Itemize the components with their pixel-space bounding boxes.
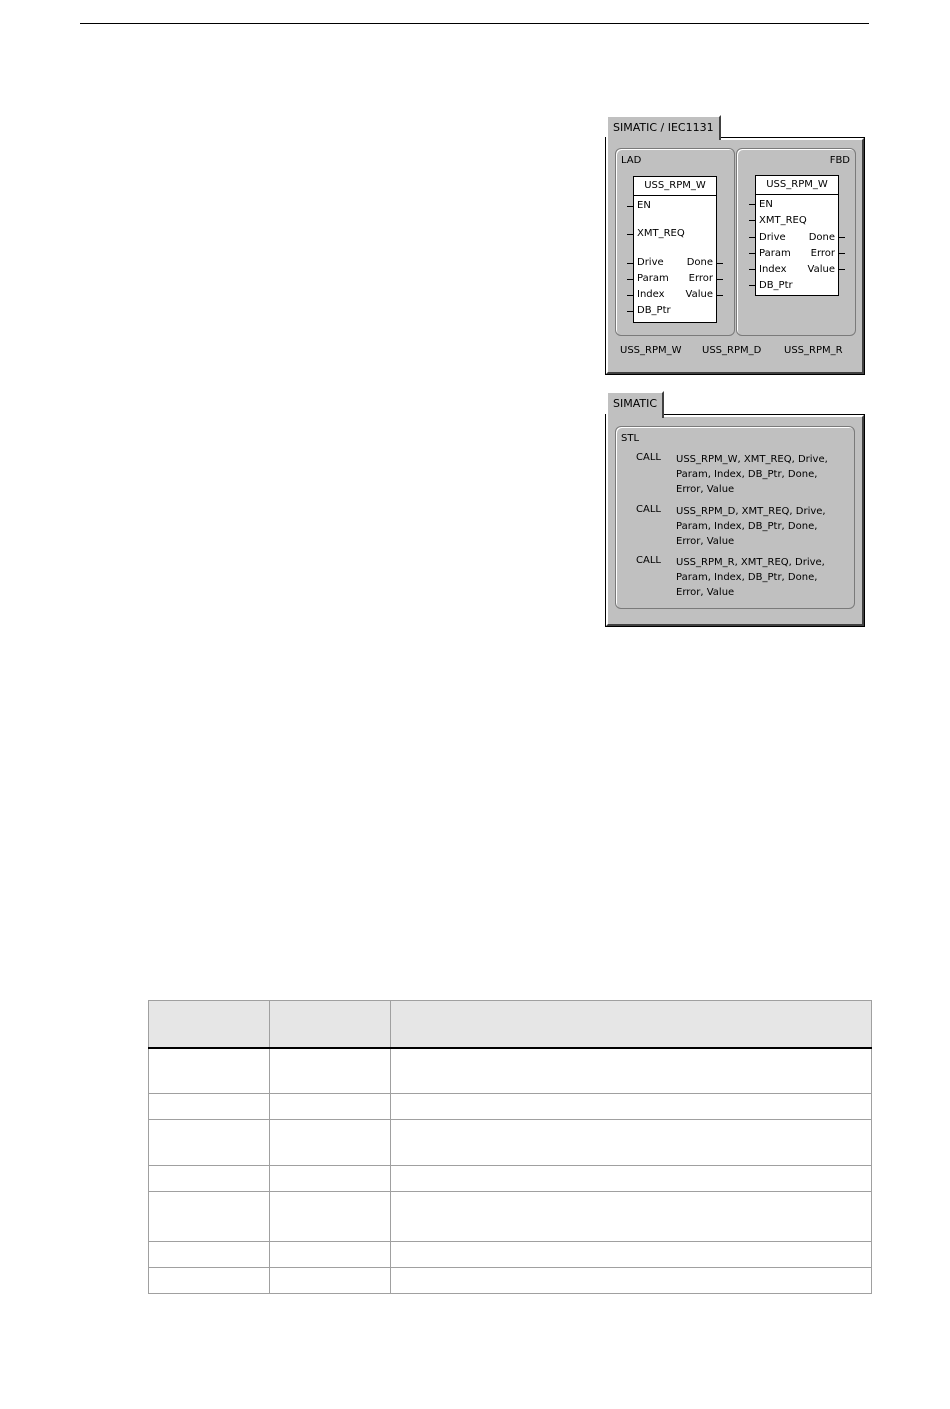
table-cell xyxy=(391,1267,872,1293)
fbd-block-title-rule xyxy=(756,194,838,195)
table-cell xyxy=(149,1267,270,1293)
fbd-pin-xmt-req: XMT_REQ xyxy=(759,215,807,226)
lad-pin-drive: Drive xyxy=(637,257,664,268)
stl-call-line: USS_RPM_R, XMT_REQ, Drive, xyxy=(676,557,825,568)
fbd-pin-index: Index xyxy=(759,264,787,275)
table-cell xyxy=(391,1191,872,1241)
table-cell xyxy=(391,1165,872,1191)
lad-label: LAD xyxy=(621,155,642,166)
table-cell xyxy=(391,1048,872,1093)
stl-call-line: USS_RPM_W, XMT_REQ, Drive, xyxy=(676,454,828,465)
fbd-block-title: USS_RPM_W xyxy=(766,179,828,190)
table-cell xyxy=(149,1119,270,1165)
fbd-stub-db-ptr xyxy=(749,285,755,286)
lad-block-title: USS_RPM_W xyxy=(644,180,706,191)
lad-pin-error: Error xyxy=(688,273,713,284)
fbd-stub-param xyxy=(749,253,755,254)
table-row xyxy=(149,1241,872,1267)
stl-call-line: USS_RPM_D, XMT_REQ, Drive, xyxy=(676,506,826,517)
fbd-subpanel xyxy=(736,148,856,336)
lad-pin-db-ptr: DB_Ptr xyxy=(637,305,671,316)
lad-subpanel xyxy=(615,148,735,336)
stl-call-keyword: CALL xyxy=(636,452,661,463)
table-cell xyxy=(270,1241,391,1267)
table-cell xyxy=(270,1191,391,1241)
lad-pin-param: Param xyxy=(637,273,669,284)
lad-stub-param xyxy=(627,279,633,280)
lad-stub-en xyxy=(627,206,633,207)
table-header-cell xyxy=(270,1001,391,1049)
fbd-stub-value xyxy=(839,269,845,270)
fbd-pin-done: Done xyxy=(808,232,835,243)
fbd-pin-value: Value xyxy=(807,264,835,275)
table-cell xyxy=(149,1241,270,1267)
stl-call-line: Param, Index, DB_Ptr, Done, xyxy=(676,469,818,480)
table-row xyxy=(149,1048,872,1093)
lad-fbd-panel xyxy=(606,138,864,374)
lad-pin-index: Index xyxy=(637,289,665,300)
lad-pin-value: Value xyxy=(685,289,713,300)
stl-call-line: Error, Value xyxy=(676,536,735,547)
instruction-name-rpm-d[interactable]: USS_RPM_D xyxy=(702,345,762,356)
fbd-pin-param: Param xyxy=(759,248,791,259)
fbd-stub-done xyxy=(839,237,845,238)
table-row xyxy=(149,1191,872,1241)
fbd-stub-en xyxy=(749,204,755,205)
table-row xyxy=(149,1267,872,1293)
fbd-pin-error: Error xyxy=(810,248,835,259)
lad-stub-index xyxy=(627,295,633,296)
table-row xyxy=(149,1119,872,1165)
fbd-stub-drive xyxy=(749,237,755,238)
fbd-pin-en: EN xyxy=(759,199,773,210)
lad-stub-error xyxy=(717,279,723,280)
lad-stub-db-ptr xyxy=(627,311,633,312)
lad-stub-drive xyxy=(627,263,633,264)
stl-call-keyword: CALL xyxy=(636,555,661,566)
lad-pin-xmt-req: XMT_REQ xyxy=(637,228,685,239)
header-rule xyxy=(80,23,869,24)
table-cell xyxy=(149,1093,270,1119)
stl-call-line: Error, Value xyxy=(676,587,735,598)
table-cell xyxy=(391,1119,872,1165)
lad-pin-done: Done xyxy=(686,257,713,268)
tab-label: SIMATIC / IEC1131 xyxy=(613,121,714,134)
instruction-name-rpm-r[interactable]: USS_RPM_R xyxy=(784,345,843,356)
lad-block xyxy=(633,176,717,323)
table-header-cell xyxy=(149,1001,270,1049)
lad-stub-done xyxy=(717,263,723,264)
stl-call-keyword: CALL xyxy=(636,504,661,515)
stl-call-line: Param, Index, DB_Ptr, Done, xyxy=(676,521,818,532)
lad-stub-value xyxy=(717,295,723,296)
table-cell xyxy=(270,1119,391,1165)
table-header-cell xyxy=(391,1001,872,1049)
stl-call-line: Error, Value xyxy=(676,484,735,495)
table-cell xyxy=(270,1267,391,1293)
lad-pin-en: EN xyxy=(637,200,651,211)
lad-stub-xmt-req xyxy=(627,234,633,235)
table-cell xyxy=(391,1241,872,1267)
instruction-name-rpm-w[interactable]: USS_RPM_W xyxy=(620,345,682,356)
fbd-block xyxy=(755,175,839,296)
table-cell xyxy=(149,1048,270,1093)
stl-call-line: Param, Index, DB_Ptr, Done, xyxy=(676,572,818,583)
tab-simatic[interactable] xyxy=(606,391,664,418)
fbd-label: FBD xyxy=(829,155,850,166)
fbd-stub-xmt-req xyxy=(749,220,755,221)
table-cell xyxy=(391,1093,872,1119)
table-cell xyxy=(270,1048,391,1093)
tab-simatic-iec1131[interactable] xyxy=(606,115,721,140)
parameter-table xyxy=(148,1000,872,1294)
table-cell xyxy=(270,1093,391,1119)
table-row xyxy=(149,1093,872,1119)
lad-block-title-rule xyxy=(634,195,716,196)
tab-label: SIMATIC xyxy=(613,397,658,410)
fbd-stub-index xyxy=(749,269,755,270)
table-cell xyxy=(149,1191,270,1241)
table-row xyxy=(149,1165,872,1191)
table-cell xyxy=(270,1165,391,1191)
fbd-pin-db-ptr: DB_Ptr xyxy=(759,280,793,291)
fbd-pin-drive: Drive xyxy=(759,232,786,243)
stl-label: STL xyxy=(621,433,640,444)
table-cell xyxy=(149,1165,270,1191)
stl-subpanel xyxy=(615,426,855,609)
table-header-row xyxy=(149,1001,872,1049)
stl-panel xyxy=(606,415,864,626)
fbd-stub-error xyxy=(839,253,845,254)
